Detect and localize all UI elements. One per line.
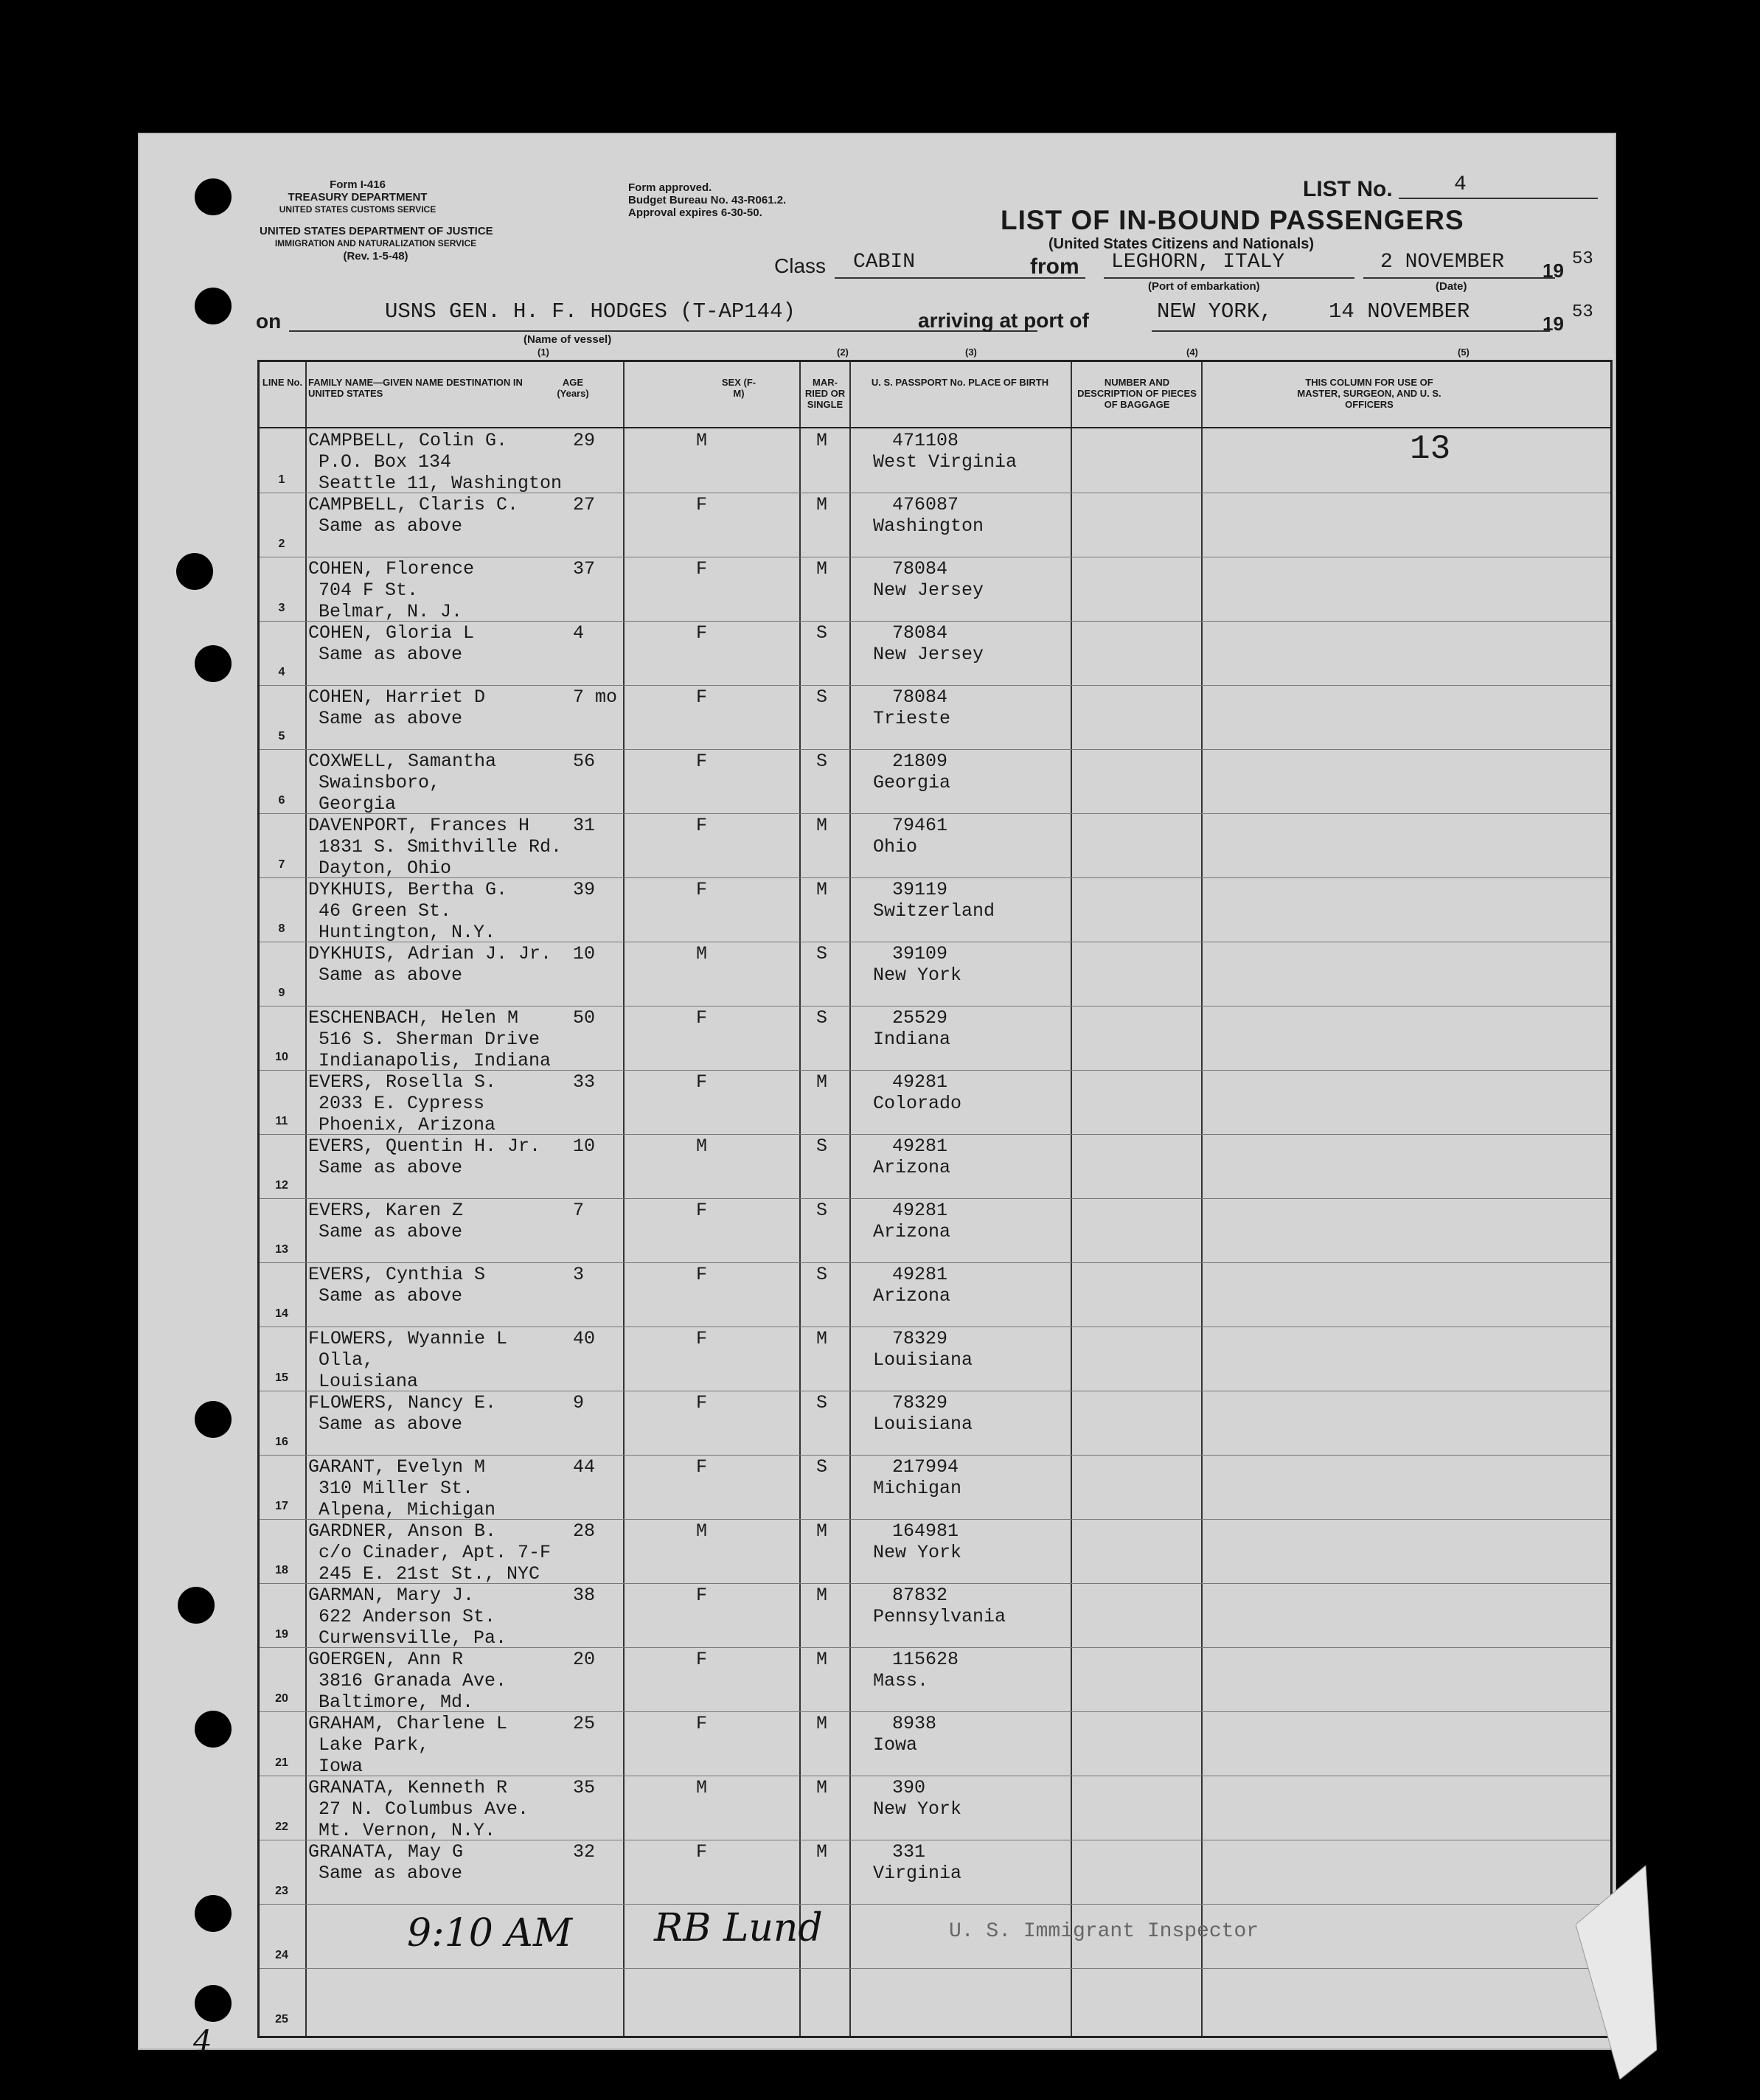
passenger-sex: M: [696, 430, 708, 451]
justice-dept: UNITED STATES DEPARTMENT OF JUSTICE: [260, 225, 493, 237]
punch-hole: [195, 1985, 232, 2022]
list-number: 4: [1454, 173, 1467, 196]
col-divider: [849, 362, 851, 2036]
passenger-name: GARDNER, Anson B.: [308, 1520, 497, 1542]
passenger-age: 7: [573, 1200, 585, 1221]
page-title: LIST OF IN-BOUND PASSENGERS: [1001, 205, 1464, 235]
passenger-sex: M: [696, 1777, 708, 1798]
manifest-page: [138, 133, 1616, 2059]
passenger-sex: F: [696, 686, 708, 708]
passenger-marital-status: S: [816, 1392, 828, 1414]
line-number: 5: [278, 730, 285, 743]
place-of-birth: Switzerland: [873, 900, 995, 922]
passenger-sex: F: [696, 1585, 708, 1606]
passport-number: 78329: [892, 1392, 948, 1414]
col-num-1: (1): [538, 347, 549, 358]
form-number: Form I-416: [330, 178, 386, 191]
punch-hole: [195, 1401, 232, 1438]
arriving-label: arriving at port of: [918, 309, 1089, 332]
passenger-name: DYKHUIS, Adrian J. Jr.: [308, 943, 552, 964]
inspector-signature: RB Lund: [654, 1906, 823, 1950]
line-number: 10: [275, 1051, 288, 1063]
place-of-birth: Iowa: [873, 1734, 918, 1756]
passenger-age: 56: [573, 751, 596, 772]
passenger-name: FLOWERS, Nancy E.: [308, 1392, 497, 1414]
passenger-marital-status: S: [816, 686, 828, 708]
col-head-baggage: NUMBER AND DESCRIPTION OF PIECES OF BAGGAGE: [1077, 377, 1197, 410]
list-no-underline: [1399, 198, 1598, 199]
passport-number: 79461: [892, 815, 948, 836]
line-number: 20: [275, 1692, 288, 1705]
passport-number: 471108: [892, 430, 959, 451]
passenger-name: ESCHENBACH, Helen M: [308, 1007, 519, 1029]
passenger-marital-status: M: [816, 1777, 828, 1798]
margin-mark: 4: [193, 2025, 212, 2059]
passenger-name: CAMPBELL, Colin G.: [308, 430, 508, 451]
place-of-birth: Mass.: [873, 1670, 929, 1692]
line-number: 11: [275, 1115, 288, 1127]
place-of-birth: Indiana: [873, 1029, 951, 1050]
class-label: Class: [774, 254, 827, 277]
passenger-address: Olla,: [319, 1349, 375, 1371]
vessel-name: USNS GEN. H. F. HODGES (T-AP144): [385, 299, 796, 324]
approval-line: Form approved.: [628, 181, 712, 194]
department-name: TREASURY DEPARTMENT: [288, 191, 428, 204]
line-number: 25: [275, 2013, 288, 2026]
port-caption: (Port of embarkation): [1148, 280, 1260, 293]
passenger-address: 516 S. Sherman Drive: [319, 1029, 540, 1050]
col-head-age: AGE (Years): [557, 377, 589, 399]
place-of-birth: Arizona: [873, 1221, 951, 1242]
passenger-sex: F: [696, 1713, 708, 1734]
place-of-birth: New York: [873, 1798, 962, 1820]
passenger-city: 245 E. 21st St., NYC: [319, 1563, 540, 1585]
passenger-sex: F: [696, 1264, 708, 1285]
passport-number: 217994: [892, 1456, 959, 1478]
passenger-name: DAVENPORT, Frances H: [308, 815, 530, 836]
row-divider: [260, 1968, 1610, 1969]
passport-number: 115628: [892, 1649, 959, 1670]
passenger-age: 44: [573, 1456, 596, 1478]
passenger-sex: M: [696, 943, 708, 964]
passenger-address: Same as above: [319, 515, 463, 537]
header-rule: [260, 427, 1610, 428]
place-of-birth: New York: [873, 1542, 962, 1563]
passport-number: 331: [892, 1841, 926, 1863]
passenger-table: [257, 360, 1613, 2038]
line-number: 12: [275, 1179, 288, 1192]
passenger-marital-status: M: [816, 1328, 828, 1349]
col-divider: [1201, 362, 1203, 2036]
passenger-name: GOERGEN, Ann R: [308, 1649, 464, 1670]
passenger-marital-status: S: [816, 751, 828, 772]
col-num-4: (4): [1186, 347, 1198, 358]
passenger-city: Iowa: [319, 1756, 364, 1777]
approval-block: [628, 181, 786, 219]
place-of-birth: Colorado: [873, 1093, 962, 1114]
col-divider: [1071, 362, 1072, 2036]
service-name: UNITED STATES CUSTOMS SERVICE: [279, 204, 436, 215]
passenger-address: Same as above: [319, 1285, 463, 1307]
port-of-embarkation: LEGHORN, ITALY: [1111, 251, 1285, 274]
passport-number: 49281: [892, 1200, 948, 1221]
passenger-address: c/o Cinader, Apt. 7-F: [319, 1542, 552, 1563]
row-divider: [260, 685, 1610, 686]
col-num-3: (3): [965, 347, 977, 358]
row-divider: [260, 749, 1610, 750]
passenger-marital-status: S: [816, 1264, 828, 1285]
punch-hole: [178, 1587, 215, 1624]
line-number: 1: [278, 473, 285, 486]
place-of-birth: Ohio: [873, 836, 918, 858]
passenger-age: 40: [573, 1328, 596, 1349]
place-of-birth: West Virginia: [873, 451, 1018, 473]
passenger-name: COHEN, Gloria L: [308, 622, 475, 644]
punch-hole: [195, 1711, 232, 1748]
col-head-name: FAMILY NAME—GIVEN NAME DESTINATION IN UNITED STATES: [308, 377, 523, 399]
passenger-address: 2033 E. Cypress: [319, 1093, 485, 1114]
col-divider: [623, 362, 625, 2036]
passenger-sex: F: [696, 1328, 708, 1349]
passenger-city: Georgia: [319, 793, 397, 815]
arrival-year-prefix: 19: [1542, 313, 1564, 335]
passenger-address: 1831 S. Smithville Rd.: [319, 836, 563, 858]
place-of-birth: Louisiana: [873, 1349, 973, 1371]
passenger-sex: M: [696, 1136, 708, 1157]
passenger-marital-status: M: [816, 1841, 828, 1863]
line-number: 16: [275, 1436, 288, 1448]
passenger-name: COXWELL, Samantha: [308, 751, 497, 772]
passenger-age: 28: [573, 1520, 596, 1542]
passenger-sex: F: [696, 1071, 708, 1093]
passenger-age: 31: [573, 815, 596, 836]
line-number: 9: [278, 987, 285, 999]
row-divider: [260, 1198, 1610, 1199]
line-number: 24: [275, 1949, 288, 1961]
passenger-age: 4: [573, 622, 585, 644]
passenger-sex: F: [696, 1841, 708, 1863]
passenger-name: CAMPBELL, Claris C.: [308, 494, 519, 515]
passenger-name: GRANATA, May G: [308, 1841, 464, 1863]
passenger-city: Mt. Vernon, N.Y.: [319, 1820, 496, 1841]
row-divider: [260, 813, 1610, 814]
passenger-marital-status: M: [816, 1520, 828, 1542]
port-underline: [1104, 277, 1354, 279]
inspector-stamp: U. S. Immigrant Inspector: [949, 1920, 1259, 1943]
passenger-marital-status: M: [816, 558, 828, 580]
place-of-birth: Arizona: [873, 1157, 951, 1178]
page-subtitle: (United States Citizens and Nationals): [1048, 236, 1315, 252]
passenger-address: 3816 Granada Ave.: [319, 1670, 507, 1692]
passenger-sex: M: [696, 1520, 708, 1542]
line-number: 3: [278, 602, 285, 614]
justice-block: [260, 225, 492, 262]
place-of-birth: Michigan: [873, 1478, 962, 1499]
line-number: 19: [275, 1628, 288, 1641]
row-divider: [260, 1262, 1610, 1263]
passenger-age: 10: [573, 1136, 596, 1157]
line-number: 17: [275, 1500, 288, 1512]
passenger-address: Same as above: [319, 1221, 463, 1242]
class-value: CABIN: [853, 251, 916, 274]
passenger-age: 9: [573, 1392, 585, 1414]
from-label: from: [1030, 254, 1079, 279]
punch-hole: [195, 645, 232, 682]
passenger-name: DYKHUIS, Bertha G.: [308, 879, 508, 900]
col-head-married: MAR-RIED OR SINGLE: [804, 377, 846, 410]
line-number: 6: [278, 794, 285, 807]
place-of-birth: New Jersey: [873, 580, 984, 601]
passenger-city: Huntington, N.Y.: [319, 922, 496, 943]
place-of-birth: Trieste: [873, 708, 951, 729]
officer-count-mark: 13: [1410, 430, 1451, 468]
passenger-address: 310 Miller St.: [319, 1478, 474, 1499]
passenger-sex: F: [696, 1200, 708, 1221]
col-divider: [799, 362, 801, 2036]
passenger-marital-status: M: [816, 1585, 828, 1606]
line-number: 23: [275, 1885, 288, 1897]
departure-year: 53: [1572, 249, 1593, 269]
passport-number: 164981: [892, 1520, 959, 1542]
passenger-address: Same as above: [319, 1863, 463, 1884]
passenger-address: Same as above: [319, 1414, 463, 1435]
passport-number: 78084: [892, 686, 948, 708]
passenger-age: 35: [573, 1777, 596, 1798]
passport-number: 39109: [892, 943, 948, 964]
passenger-address: Same as above: [319, 964, 463, 986]
passenger-name: EVERS, Karen Z: [308, 1200, 464, 1221]
folded-corner: [1576, 1866, 1657, 2079]
passenger-city: Phoenix, Arizona: [319, 1114, 496, 1136]
col-num-2: (2): [837, 347, 849, 358]
line-number: 22: [275, 1821, 288, 1833]
place-of-birth: New York: [873, 964, 962, 986]
passenger-address: Same as above: [319, 1157, 463, 1178]
place-of-birth: Georgia: [873, 772, 951, 793]
line-number: 14: [275, 1307, 288, 1320]
passenger-address: 622 Anderson St.: [319, 1606, 496, 1627]
passenger-address: 46 Green St.: [319, 900, 452, 922]
passport-number: 78084: [892, 558, 948, 580]
passenger-age: 3: [573, 1264, 585, 1285]
passenger-city: Curwensville, Pa.: [319, 1627, 507, 1649]
date-underline: [1363, 277, 1555, 279]
ins-name: IMMIGRATION AND NATURALIZATION SERVICE: [274, 238, 477, 248]
line-number: 4: [278, 666, 285, 678]
place-of-birth: Pennsylvania: [873, 1606, 1006, 1627]
passenger-sex: F: [696, 1392, 708, 1414]
passenger-sex: F: [696, 558, 708, 580]
passenger-name: GARANT, Evelyn M: [308, 1456, 486, 1478]
line-number: 7: [278, 858, 285, 871]
place-of-birth: Arizona: [873, 1285, 951, 1307]
passenger-sex: F: [696, 622, 708, 644]
passenger-age: 37: [573, 558, 596, 580]
passport-number: 476087: [892, 494, 959, 515]
passenger-marital-status: M: [816, 815, 828, 836]
passport-number: 25529: [892, 1007, 948, 1029]
passenger-address: 27 N. Columbus Ave.: [319, 1798, 529, 1820]
passenger-marital-status: S: [816, 1456, 828, 1478]
passenger-age: 27: [573, 494, 596, 515]
passenger-name: COHEN, Florence: [308, 558, 475, 580]
passenger-marital-status: S: [816, 1136, 828, 1157]
col-head-sex: SEX (F-M): [721, 377, 756, 399]
passenger-name: FLOWERS, Wyannie L: [308, 1328, 508, 1349]
date-caption: (Date): [1436, 280, 1467, 293]
passport-number: 49281: [892, 1071, 948, 1093]
arrival-year: 53: [1572, 302, 1593, 322]
passenger-age: 32: [573, 1841, 596, 1863]
passenger-age: 33: [573, 1071, 596, 1093]
passenger-address: Swainsboro,: [319, 772, 441, 793]
budget-bureau-line: Budget Bureau No. 43-R061.2.: [628, 194, 787, 206]
passenger-marital-status: M: [816, 1071, 828, 1093]
passport-number: 8938: [892, 1713, 937, 1734]
passenger-name: COHEN, Harriet D: [308, 686, 486, 708]
passenger-sex: F: [696, 751, 708, 772]
passenger-marital-status: S: [816, 1200, 828, 1221]
passenger-address: Lake Park,: [319, 1734, 430, 1756]
passenger-sex: F: [696, 1456, 708, 1478]
passenger-age: 50: [573, 1007, 596, 1029]
passenger-address: Same as above: [319, 644, 463, 665]
passenger-city: Dayton, Ohio: [319, 858, 452, 879]
passenger-sex: F: [696, 1649, 708, 1670]
punch-hole: [195, 1895, 232, 1932]
passenger-city: Belmar, N. J.: [319, 601, 463, 622]
arrival-port: NEW YORK,: [1157, 299, 1273, 324]
passenger-age: 7 mo: [573, 686, 618, 708]
passenger-address: Same as above: [319, 708, 463, 729]
passenger-marital-status: S: [816, 1007, 828, 1029]
passenger-name: EVERS, Quentin H. Jr.: [308, 1136, 541, 1157]
passenger-age: 20: [573, 1649, 596, 1670]
passenger-age: 10: [573, 943, 596, 964]
place-of-birth: Virginia: [873, 1863, 962, 1884]
line-number: 8: [278, 922, 285, 935]
passport-number: 78329: [892, 1328, 948, 1349]
passenger-name: GARMAN, Mary J.: [308, 1585, 475, 1606]
col-divider: [305, 362, 307, 2036]
passenger-sex: F: [696, 1007, 708, 1029]
line-number: 15: [275, 1371, 288, 1384]
form-id-block: [269, 178, 446, 216]
punch-hole: [176, 553, 213, 590]
passenger-marital-status: M: [816, 494, 828, 515]
time-note: 9:10 AM: [407, 1911, 573, 1955]
year-prefix: 19: [1542, 260, 1564, 282]
passenger-city: Alpena, Michigan: [319, 1499, 496, 1520]
revision: (Rev. 1-5-48): [343, 250, 408, 262]
arrival-date: 14 NOVEMBER: [1329, 299, 1470, 324]
passenger-city: Seattle 11, Washington: [319, 473, 563, 494]
on-label: on: [256, 310, 282, 333]
list-label: LIST No.: [1303, 177, 1393, 201]
row-divider: [260, 877, 1610, 878]
passenger-sex: F: [696, 815, 708, 836]
passport-number: 39119: [892, 879, 948, 900]
passenger-marital-status: M: [816, 879, 828, 900]
passenger-sex: F: [696, 494, 708, 515]
col-head-line: LINE No.: [262, 377, 303, 388]
line-number: 13: [275, 1243, 288, 1256]
punch-hole: [195, 178, 232, 215]
passenger-age: 29: [573, 430, 596, 451]
col-num-5: (5): [1458, 347, 1469, 358]
passenger-sex: F: [696, 879, 708, 900]
passenger-address: P.O. Box 134: [319, 451, 452, 473]
row-divider: [260, 1455, 1610, 1456]
passenger-city: Baltimore, Md.: [319, 1692, 474, 1713]
place-of-birth: Washington: [873, 515, 984, 537]
passport-number: 49281: [892, 1136, 948, 1157]
passenger-marital-status: M: [816, 430, 828, 451]
line-number: 21: [275, 1756, 288, 1769]
passenger-age: 25: [573, 1713, 596, 1734]
place-of-birth: New Jersey: [873, 644, 984, 665]
passenger-city: Indianapolis, Indiana: [319, 1050, 552, 1071]
passenger-name: EVERS, Rosella S.: [308, 1071, 497, 1093]
passport-number: 390: [892, 1777, 926, 1798]
passenger-address: 704 F St.: [319, 580, 419, 601]
passport-number: 87832: [892, 1585, 948, 1606]
line-number: 18: [275, 1564, 288, 1576]
punch-hole: [195, 288, 232, 324]
passport-number: 49281: [892, 1264, 948, 1285]
passenger-age: 38: [573, 1585, 596, 1606]
col-head-officers: THIS COLUMN FOR USE OF MASTER, SURGEON, AND U. S. OFFICERS: [1297, 377, 1441, 410]
passenger-marital-status: M: [816, 1649, 828, 1670]
departure-date: 2 NOVEMBER: [1380, 251, 1505, 274]
passenger-age: 39: [573, 879, 596, 900]
line-number: 2: [278, 538, 285, 550]
passenger-marital-status: S: [816, 943, 828, 964]
expiry-line: Approval expires 6-30-50.: [628, 206, 762, 219]
passenger-marital-status: M: [816, 1713, 828, 1734]
passenger-name: GRAHAM, Charlene L: [308, 1713, 508, 1734]
passenger-name: GRANATA, Kenneth R: [308, 1777, 508, 1798]
passport-number: 21809: [892, 751, 948, 772]
passenger-marital-status: S: [816, 622, 828, 644]
passenger-city: Louisiana: [319, 1371, 419, 1392]
row-divider: [260, 1904, 1610, 1905]
place-of-birth: Louisiana: [873, 1414, 973, 1435]
passenger-name: EVERS, Cynthia S: [308, 1264, 486, 1285]
arrival-underline: [1152, 330, 1550, 332]
col-head-passport: U. S. PASSPORT No. PLACE OF BIRTH: [871, 377, 1049, 388]
vessel-caption: (Name of vessel): [524, 333, 612, 346]
passport-number: 78084: [892, 622, 948, 644]
